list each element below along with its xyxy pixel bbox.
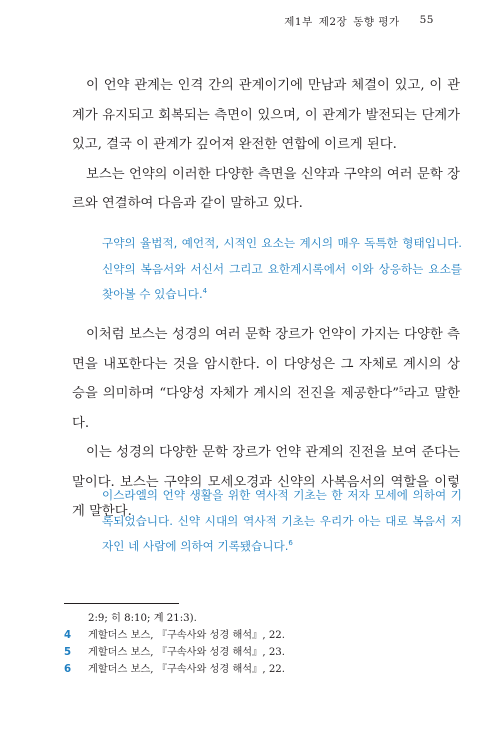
paragraph-3-tail: 라고 말한다.	[72, 386, 461, 431]
footnote-divider	[64, 603, 179, 604]
footnote-text: 게할더스 보스, 『구속사와 성경 해석』, 23.	[88, 647, 286, 658]
footnote-text: 게할더스 보스, 『구속사와 성경 해석』, 22.	[88, 664, 286, 675]
block-quote-2-text: 이스라엘의 언약 생활을 위한 역사적 기초는 한 저자 모세에 의하여 기록되었습니다. 신약 시대의 역사적 기초는 우리가 아는 대로 복음서 저자인 네 사람에 의하여 기록됐습니다.	[102, 488, 462, 553]
paragraph-3-text: 이처럼 보스는 성경의 여러 문학 장르가 언약이 가지는 다양한 측면을 내포한다는 것을 암시한다. 이 다양성은 그 자체로 계시의 상승을 의미하며 “다양성 자체가 계시의 전진을 제공한다”	[72, 327, 460, 401]
paragraph-3	[72, 320, 460, 438]
footnote-ref-4: 4	[202, 287, 208, 295]
block-quote-2	[102, 483, 462, 560]
footnote-number: 6	[64, 664, 72, 675]
block-quote-1	[102, 231, 462, 308]
page-number: 55	[419, 14, 434, 26]
footnote-number: 4	[64, 630, 72, 641]
footnote-continued: 2:9; 히 8:10; 계 21:3).	[88, 613, 197, 624]
paragraph-4: 이는 성경의 다양한 문학 장르가 언약 관계의 진전을 보여 준다는 말이다. 보스는 구약의 모세오경과 신약의 사복음서의 역할을 이렇게 말한다.	[72, 445, 460, 519]
footnote-item	[64, 627, 444, 644]
footnote-item	[64, 644, 444, 661]
paragraph-2: 보스는 언약의 이러한 다양한 측면을 신약과 구약의 여러 문학 장르와 연결하여 다음과 같이 말하고 있다.	[72, 166, 460, 211]
block-quote-1-text: 구약의 율법적, 예언적, 시적인 요소는 계시의 매우 독특한 형태입니다. 신약의 복음서와 서신서 그리고 요한계시록에서 이와 상응하는 요소를 찾아볼 수 있습니다.	[102, 236, 462, 301]
footnote-number: 5	[64, 647, 72, 658]
footnotes	[64, 610, 444, 678]
running-header	[284, 14, 434, 29]
main-text-block-1	[72, 71, 460, 219]
header-part: 제1부	[284, 16, 313, 28]
footnote-item	[64, 661, 444, 678]
header-chapter: 제2장	[318, 16, 348, 28]
footnote-ref-6: 6	[288, 539, 293, 547]
paragraph-1: 이 언약 관계는 인격 간의 관계이기에 만남과 체결이 있고, 이 관계가 유지되고 회복되는 측면이 있으며, 이 관계가 발전되는 단계가 있고, 결국 이 관계가 깊어져 완전한 연합에 이르게 된다.	[72, 78, 460, 152]
footnote-ref-5: 5	[399, 386, 404, 394]
header-section: 동향 평가	[353, 16, 400, 28]
footnote-text: 게할더스 보스, 『구속사와 성경 해석』, 22.	[88, 630, 286, 641]
